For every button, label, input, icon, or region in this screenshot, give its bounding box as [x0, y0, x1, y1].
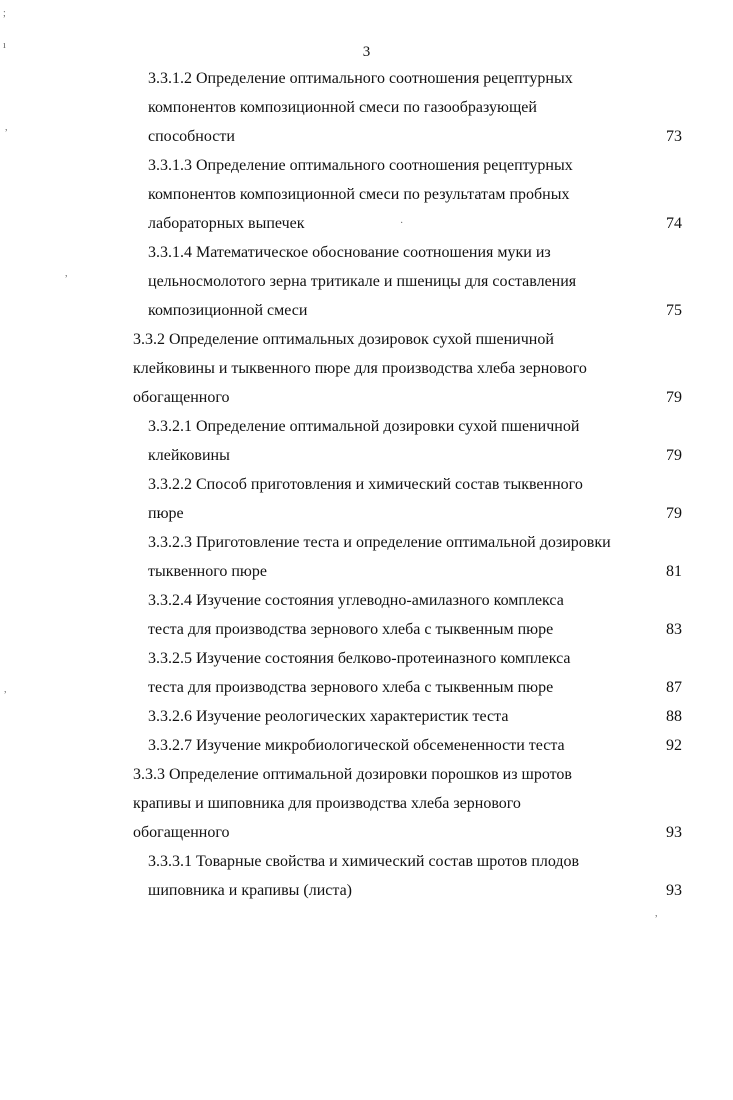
toc-entry-page-number: 83 — [666, 621, 682, 638]
toc-entry-title: 3.3.2 Определение оптимальных дозировок сухой пшеничной — [133, 331, 554, 348]
toc-entry-title-continued: лабораторных выпечек — [148, 215, 305, 232]
toc-entry-title: 3.3.2.5 Изучение состояния белково-протеиназного комплекса — [148, 650, 571, 667]
toc-entry-page-number: 74 — [666, 215, 682, 232]
toc-entry-title-continued: шиповника и крапивы (листа) — [148, 882, 353, 899]
toc-entry-title-continued: клейковины — [148, 447, 230, 464]
page-number: 3 — [362, 44, 371, 60]
toc-entry-title-continued: композиционной смеси — [148, 302, 308, 319]
scan-speck-icon: , — [4, 684, 7, 695]
toc-entry-title-continued: тыквенного пюре — [148, 563, 267, 580]
toc-entry-page-number: 79 — [666, 505, 682, 522]
toc-entry-page-number: 93 — [666, 824, 682, 841]
toc-entry-title: 3.3.3.1 Товарные свойства и химический состав шротов плодов — [148, 853, 580, 870]
toc-entry-title-continued: компонентов композиционной смеси по результатам пробных — [148, 186, 570, 203]
toc-entry-page-number: 75 — [666, 302, 682, 319]
toc-entry-title: 3.3.3 Определение оптимальной дозировки порошков из шротов — [133, 766, 572, 783]
toc-entry-page-number: 92 — [666, 737, 682, 754]
toc-entry-title-continued: пюре — [148, 505, 184, 522]
scan-speck-icon: , — [5, 122, 8, 133]
scan-speck-icon: , — [65, 268, 68, 279]
toc-entry-title: 3.3.2.7 Изучение микробиологической обсемененности теста — [148, 737, 565, 754]
scan-speck-icon: , — [655, 908, 658, 919]
toc-entry-page-number: 93 — [666, 882, 682, 899]
toc-entry-title: 3.3.1.3 Определение оптимального соотношения рецептурных — [148, 157, 573, 174]
toc-entry-title-continued: обогащенного — [133, 824, 230, 841]
toc-entry-title-continued: теста для производства зернового хлеба с тыквенным пюре — [148, 621, 554, 638]
toc-entry-title-continued: цельносмолотого зерна тритикале и пшеницы для составления — [148, 273, 577, 290]
toc-entry-title: 3.3.2.6 Изучение реологических характеристик теста — [148, 708, 509, 725]
toc-entry-title-continued: обогащенного — [133, 389, 230, 406]
toc-entry-title-continued: клейковины и тыквенного пюре для производства хлеба зернового — [133, 360, 587, 377]
toc-entry-title: 3.3.1.2 Определение оптимального соотношения рецептурных — [148, 70, 573, 87]
scan-speck-icon: ı — [3, 40, 6, 51]
toc-entry-page-number: 81 — [666, 563, 682, 580]
toc-entry-title: 3.3.1.4 Математическое обоснование соотношения муки из — [148, 244, 551, 261]
toc-entry-title-continued: крапивы и шиповника для производства хлеба зернового — [133, 795, 521, 812]
toc-entry-page-number: 79 — [666, 447, 682, 464]
scan-speck-icon: · — [400, 218, 404, 229]
toc-entry-page-number: 88 — [666, 708, 682, 725]
toc-entry-page-number: 73 — [666, 128, 682, 145]
toc-entry-page-number: 87 — [666, 679, 682, 696]
toc-entry-title: 3.3.2.2 Способ приготовления и химический состав тыквенного — [148, 476, 583, 493]
toc-entry-title: 3.3.2.4 Изучение состояния углеводно-амилазного комплекса — [148, 592, 564, 609]
toc-entry-title: 3.3.2.3 Приготовление теста и определение оптимальной дозировки — [148, 534, 611, 551]
toc-entry-page-number: 79 — [666, 389, 682, 406]
toc-entry-title-continued: способности — [148, 128, 235, 145]
toc-entry-title: 3.3.2.1 Определение оптимальной дозировки сухой пшеничной — [148, 418, 580, 435]
toc-entry-title-continued: теста для производства зернового хлеба с тыквенным пюре — [148, 679, 554, 696]
scan-speck-icon: ; — [3, 8, 6, 19]
toc-entry-title-continued: компонентов композиционной смеси по газообразующей — [148, 99, 537, 116]
